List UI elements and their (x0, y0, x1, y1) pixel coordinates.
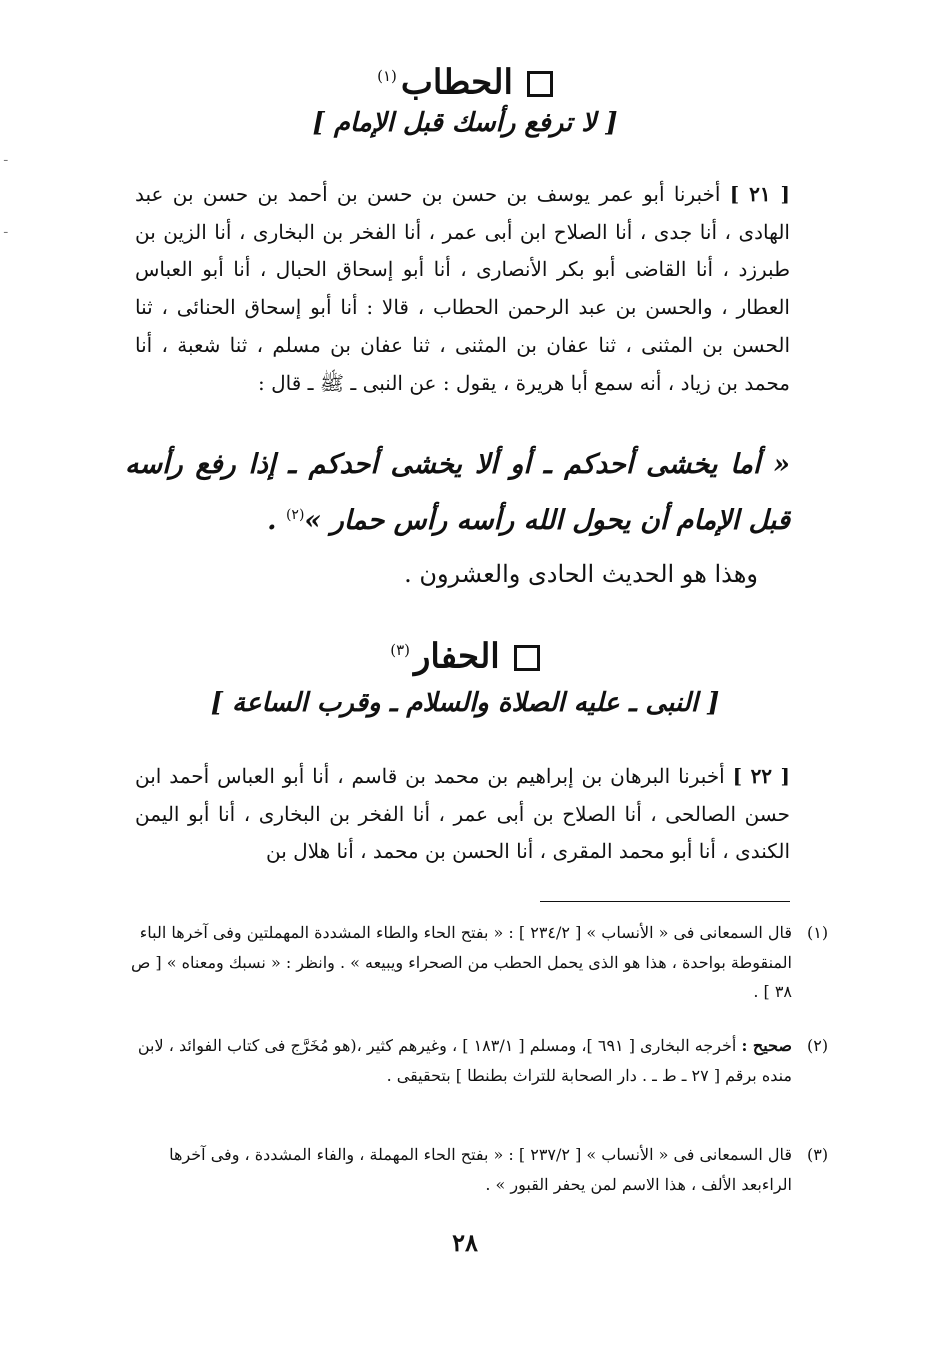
footnote-ref: (٣) (390, 641, 411, 659)
footnote-number: (٢) (807, 1036, 829, 1055)
hadith-number: [ ٢١ ] (729, 182, 790, 206)
section-heading-haffar (0, 628, 930, 678)
footnote-number: (١) (807, 923, 829, 942)
hadith-chain-22 (135, 758, 790, 871)
section-subheading: [ لا ترفع رأسك قبل الإمام ] (312, 108, 618, 138)
footnote (127, 1140, 829, 1199)
heading-title: الحفار (414, 636, 500, 677)
page-number: ٢٨ (452, 1228, 478, 1257)
footnote-text: قال السمعانى فى « الأنساب » [ ٢٣٧/٢ ] : « بفتح الحاء المهملة ، والفاء المشددة ، وفى آخرها الراءبعد الألف ، هذا الاسم لمن يحفر القبور » . (169, 1145, 792, 1194)
footnote (127, 918, 829, 1007)
footnote-number: (٣) (807, 1145, 829, 1164)
chain-text: أخبرنا أبو عمر يوسف بن حسن بن حسن بن أحمد بن حسن بن عبد الهادى ، أنا جدى ، أنا الصلاح ابن أبى عمر ، أنا الفخر بن البخارى ، أنا الزين بن طبرزد ، أنا القاضى أبو بكر الأنصارى ، أنا أبو إسحاق الحبال ، أنا أبو العباس العطار ، والحسن بن عبد الرحمن الحطاب ، قالا : أنا أبو إسحاق الحنائى ، ثنا الحسن بن المثنى ، ثنا عفان بن المثنى ، ثنا عفان بن مسلم ، ثنا شعبة ، أنا محمد بن زياد ، أنه سمع أبا هريرة ، يقول : عن النبى ـ ﷺ ـ قال : (135, 182, 790, 395)
section-subheading: [ النبى ـ عليه الصلاة والسلام ـ وقرب الساعة ] (210, 688, 720, 718)
footnote-ref: (٢) (285, 507, 305, 523)
scan-mark: ـ (4, 222, 8, 236)
closing-line: وهذا هو الحديث الحادى والعشرون . (404, 560, 758, 588)
footnote-label: صحيح : (741, 1036, 792, 1055)
square-icon (514, 645, 540, 671)
hadith-chain-21 (135, 176, 790, 402)
scan-mark: ـ (4, 150, 8, 164)
hadith-number: [ ٢٢ ] (732, 764, 790, 788)
footnote-text: قال السمعانى فى « الأنساب » [ ٢٣٤/٢ ] : « بفتح الحاء والطاء المشددة المهملتين وفى آخرها الباء المنقوطة بواحدة ، هذا هو الذى يحمل الحطب من الصحراء ويبيعه » . وانظر : « نسبك ومعناه » [ ص ٣٨ ] . (131, 923, 792, 1001)
footnote-text: أخرجه البخارى [ ٦٩١ ]، ومسلم [ ١٨٣/١ ] ، وغيرهم كثير ،(هو مُخَرَّج فى كتاب الفوائد ، لابن منده برقم [ ٢٧ ـ ط ـ . دار الصحابة للتراث بطنطا ] بتحقيقى . (137, 1036, 792, 1085)
section-heading-hattab (0, 54, 930, 104)
quote-text: « أما يخشى أحدكم ـ أو ألا يخشى أحدكم ـ إذا رفع رأسه قبل الإمام أن يحول الله رأسه رأس حمار » (125, 449, 790, 536)
footnote-ref: (١) (377, 67, 397, 85)
square-icon (527, 71, 553, 97)
footnote (127, 1031, 829, 1090)
hadith-quote: « أما يخشى أحدكم ـ أو ألا يخشى أحدكم ـ إذا رفع رأسه قبل الإمام أن يحول الله رأسه رأس حمار »$^{(٢)}$ . (125, 449, 790, 536)
footnote-separator (540, 901, 790, 902)
chain-text: أخبرنا البرهان بن إبراهيم بن محمد بن قاسم ، أنا أبو العباس أحمد ابن حسن الصالحى ، أنا الصلاح بن أبى عمر ، أنا الفخر بن البخارى ، أنا أبو اليمن الكندى ، أنا أبو محمد المقرى ، أنا الحسن بن محمد ، أنا هلال بن (135, 764, 790, 864)
heading-title: الحطاب (400, 62, 513, 103)
